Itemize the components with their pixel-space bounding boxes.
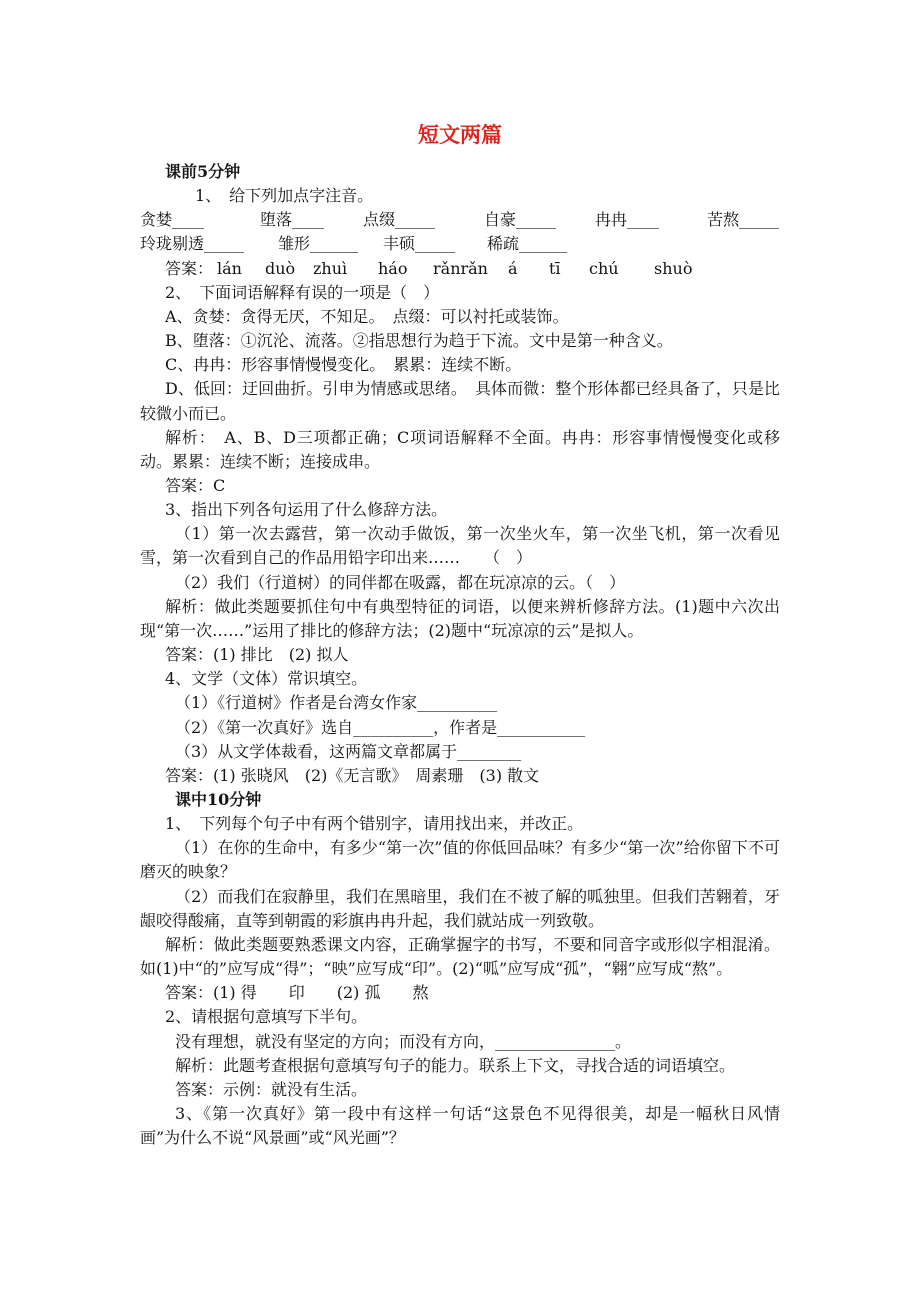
word-blank: 丰硕_____ [383,234,456,254]
sub-item: （1）在你的生命中，有多少“第一次”值的你低回品味？有多少“第一次”给你留下不可磨灭的映象？ [140,838,780,882]
question-prompt: 4、文学（文体）常识填空。 [165,669,368,689]
pinyin-answer: rǎnrǎn [433,258,488,278]
section-heading-pre-class: 课前5分钟 [165,162,241,181]
sub-item: （3）从文学体裁看，这两篇文章都属于________ [175,741,522,761]
option-a: A、贪婪：贪得无厌，不知足。 点缀：可以衬托或装饰。 [165,306,569,326]
word-list-row [140,208,780,232]
answer-text: 答案：(1) 张晓风 (2)《无言歌》 周素珊 (3) 散文 [165,765,540,785]
sub-item: （2）我们（行道树）的同伴都在吸露，都在玩凉凉的云。（ ） [175,572,626,592]
analysis-text: 解析： A、B、D三项都正确；C项词语解释不全面。冉冉：形容事情慢慢变化或移动。累累：连续不断；连接成串。 [140,427,780,471]
question-prompt: 2、请根据句意填写下半句。 [165,1007,368,1027]
pinyin-answer: háo [378,258,408,278]
word-blank: 稀疏______ [487,234,568,254]
answer-text: 答案：(1) 排比 (2) 拟人 [165,645,349,665]
option-d: D、低回：迂回曲折。引申为情感或思绪。 具体而微：整个形体都已经具备了，只是比较微小而已。 [140,379,780,423]
sub-item: （1）《行道树》作者是台湾女作家__________ [175,693,498,713]
word-blank: 自豪_____ [484,210,557,230]
document-body [140,160,780,1150]
answer-label: 答案： [165,258,214,278]
analysis-text: 解析：此题考查根据句意填写句子的能力。联系上下文，寻找合适的词语填空。 [175,1055,736,1075]
sub-item: （2）而我们在寂静里，我们在黑暗里，我们在不被了解的呱独里。但我们苦翱着，牙龈咬得酸痛，直等到朝霞的彩旗冉冉升起，我们就站成一列致敬。 [140,886,780,930]
pinyin-answer-row [140,257,780,281]
analysis-text: 解析：做此类题要抓住句中有典型特征的词语，以便来辨析修辞方法。(1)题中六次出现“第一次……”运用了排比的修辞方法；(2)题中“玩凉凉的云”是拟人。 [140,596,780,640]
section-heading-in-class: 课中10分钟 [175,790,262,810]
word-blank: 玲珑剔透_____ [140,234,245,254]
word-list-row [140,232,780,256]
pinyin-answer: shuò [654,258,693,278]
question-prompt: 3、指出下列各句运用了什么修辞方法。 [165,500,448,520]
pinyin-answer: duò [265,258,296,278]
pinyin-answer: chú [589,258,619,278]
word-blank: 堕落____ [260,210,325,230]
pinyin-answer: lán [217,258,242,278]
pinyin-answer: zhuì [313,258,348,278]
question-prompt: 1、 给下列加点字注音。 [195,186,374,206]
sub-item: （2）《第一次真好》选自__________，作者是___________ [175,717,586,737]
word-blank: 苦熬_____ [707,210,780,230]
question-prompt: 1、 下列每个句子中有两个错别字，请用找出来，并改正。 [165,814,584,834]
answer-text: 答案：(1) 得 印 (2) 孤 熬 [165,983,429,1003]
pinyin-answer: tī [549,258,561,278]
answer-text: 答案：C [165,475,226,495]
sub-item: （1）第一次去露营，第一次动手做饭，第一次坐火车，第一次坐飞机，第一次看见雪，第一次看到自己的作品用铅字印出来…… （ ） [140,524,780,568]
page-title: 短文两篇 [418,122,502,147]
word-blank: 冉冉____ [595,210,660,230]
fill-in-sentence: 没有理想，就没有坚定的方向；而没有方向，_______________。 [175,1031,632,1051]
option-b: B、堕落：①沉沦、流落。②指思想行为趋于下流。文中是第一种含义。 [165,331,673,351]
word-blank: 雏形______ [278,234,359,254]
option-c: C、冉冉：形容事情慢慢变化。 累累：连续不断。 [165,355,522,375]
question-prompt: 3、《第一次真好》第一段中有这样一句话“这景色不见得很美，却是一幅秋日风情画”为什么不说“风景画”或“风光画”？ [140,1104,780,1148]
analysis-text: 解析：做此类题要熟悉课文内容，正确掌握字的书写，不要和同音字或形似字相混淆。如(1)中“的”应写成“得”；“映”应写成“印”。(2)“呱”应写成“孤”，“翱”应写成“熬”。 [140,934,780,979]
pinyin-answer: á [508,258,518,278]
word-blank: 点缀_____ [363,210,436,230]
answer-text: 答案：示例：就没有生活。 [175,1079,368,1099]
word-blank: 贪婪____ [140,210,205,230]
question-prompt: 2、 下面词语解释有误的一项是（ ） [165,282,440,302]
